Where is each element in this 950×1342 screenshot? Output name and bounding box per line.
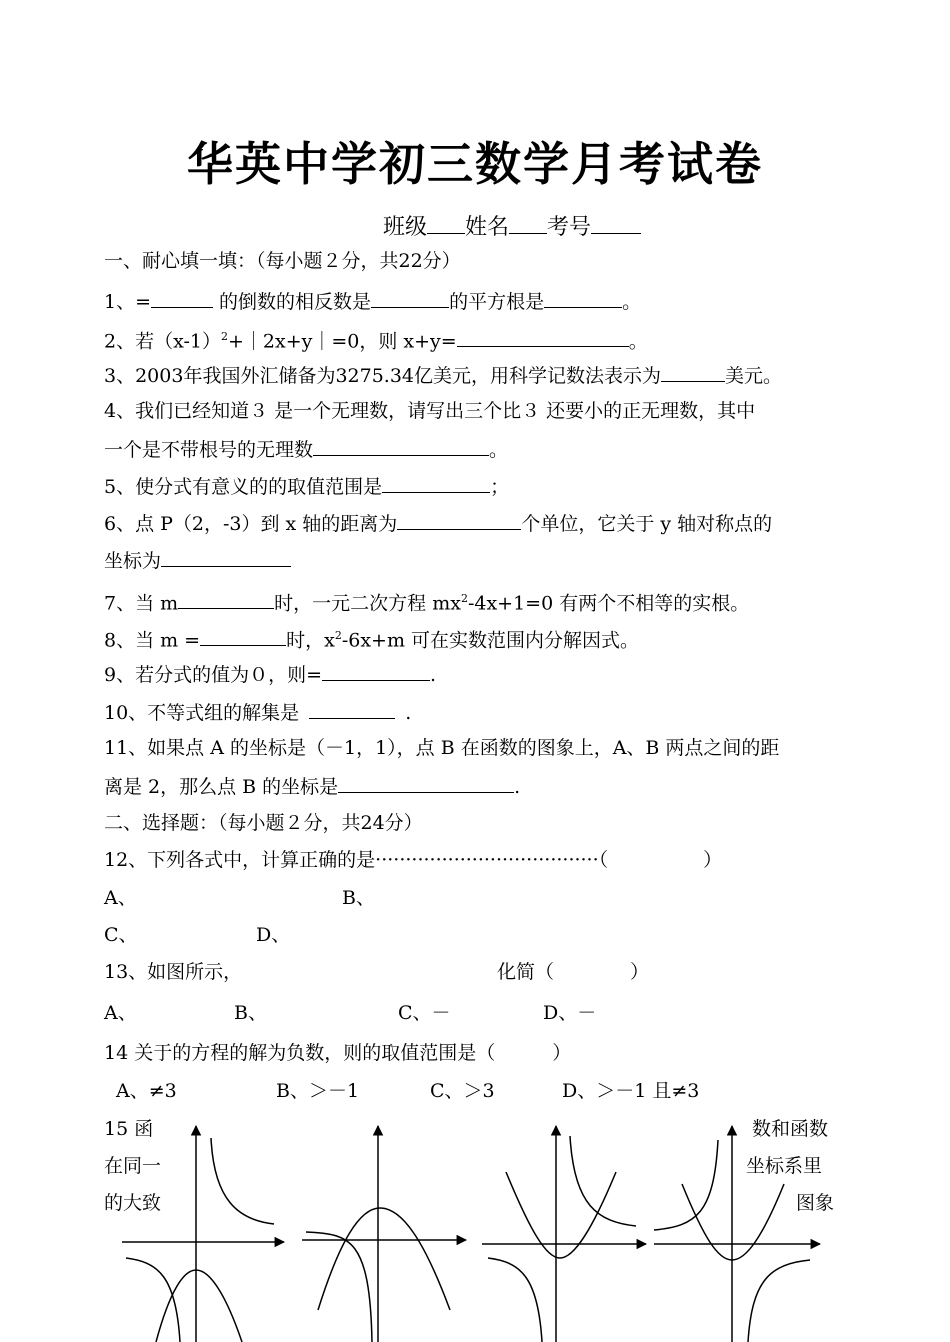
- question-8: [104, 623, 639, 653]
- question-6-line-1: [104, 509, 772, 537]
- q1-blank-3[interactable]: [544, 287, 622, 308]
- q8-exponent: 2: [334, 629, 342, 642]
- q6-text-line2: 坐标为: [104, 550, 162, 572]
- q2-exponent: 2: [220, 330, 228, 343]
- q1-text-d: 。: [622, 291, 642, 313]
- q10-text-a: 10、不等式组的解集是: [104, 702, 300, 724]
- q7-text-a: 7、当 m: [104, 592, 179, 615]
- question-11-line-1: 11、如果点 A 的坐标是（－1，1），点 B 在函数的图象上，A、B 两点之间的距: [104, 737, 780, 759]
- question-9: [104, 660, 436, 688]
- q7-blank[interactable]: [178, 588, 274, 609]
- name-blank[interactable]: [509, 211, 547, 234]
- question-15-right-1: 数和函数: [752, 1118, 829, 1140]
- q9-text-d: .: [430, 664, 437, 686]
- q11-text-d: .: [514, 776, 521, 798]
- q5-text-a: 5、使分式有意义的的取值范围是: [104, 476, 383, 498]
- q14-option-c[interactable]: C、＞3: [430, 1080, 495, 1102]
- hyperbola-branch-2: [748, 1260, 810, 1342]
- number-label: 考号: [547, 215, 592, 240]
- question-6-line-2: [104, 546, 291, 574]
- q9-text-a: 9、若分式的值为０，则=: [104, 664, 323, 686]
- question-4-line-1: 4、我们已经知道３ 是一个无理数，请写出三个比３ 还要小的正无理数，其中: [104, 400, 756, 422]
- question-15-line-3: 的大致: [104, 1192, 162, 1214]
- hyperbola-branch-1: [654, 1140, 718, 1230]
- student-info: [383, 210, 641, 241]
- q1-text-b: 的倒数的相反数是: [213, 291, 372, 313]
- q12-option-b[interactable]: B、: [342, 887, 375, 909]
- q3-text-d: 美元。: [725, 365, 783, 387]
- q8-text-b: 时，x: [286, 629, 335, 652]
- question-11-line-2: [104, 772, 520, 800]
- q15-graph-c: [480, 1120, 652, 1342]
- q1-text-a: 1、=: [104, 291, 152, 313]
- class-blank[interactable]: [427, 211, 465, 234]
- q1-blank-1[interactable]: [151, 287, 213, 308]
- q11-blank[interactable]: [338, 772, 514, 793]
- q8-blank[interactable]: [200, 625, 286, 646]
- q13-option-a[interactable]: A、: [104, 1002, 137, 1024]
- q14-option-a[interactable]: A、≠3: [116, 1080, 177, 1102]
- q8-text-a: 8、当 m =: [104, 629, 201, 652]
- question-12: 12、下列各式中，计算正确的是·····································（ ）: [104, 849, 723, 871]
- hyperbola-branch-1: [570, 1136, 636, 1226]
- parabola: [682, 1184, 784, 1260]
- number-blank[interactable]: [591, 211, 641, 234]
- q2-text-d: 。: [628, 330, 648, 353]
- q2-blank[interactable]: [457, 326, 629, 347]
- parabola: [318, 1208, 450, 1310]
- q2-text-a: 2、若（x-1）: [104, 330, 221, 353]
- parabola: [506, 1172, 616, 1258]
- question-3: [104, 361, 782, 389]
- q8-text-c: -6x+m 可在实数范围内分解因式。: [341, 629, 640, 652]
- question-13-simplify: 化简（ ）: [497, 961, 650, 983]
- q12-option-d[interactable]: D、: [256, 924, 291, 946]
- question-1: [104, 287, 641, 315]
- hyperbola-branch-1: [211, 1138, 274, 1224]
- parabola: [156, 1270, 242, 1342]
- hyperbola-branch-2: [488, 1258, 542, 1342]
- q10-blank[interactable]: [309, 698, 395, 719]
- q2-text-b: +｜2x+y｜=0，则 x+y=: [227, 330, 457, 353]
- q14-option-b[interactable]: B、＞－1: [276, 1080, 360, 1102]
- q5-blank[interactable]: [382, 472, 490, 493]
- q13-option-c[interactable]: C、－: [398, 1002, 451, 1024]
- question-4-line-2: [104, 435, 508, 463]
- question-15-line-1: 15 函: [104, 1118, 154, 1140]
- question-2: [104, 324, 648, 354]
- q3-text-a: 3、2003年我国外汇储备为3275.34亿美元，用科学记数法表示为: [104, 365, 662, 387]
- q4-text: 一个是不带根号的无理数: [104, 439, 314, 461]
- q6-blank-2[interactable]: [161, 546, 291, 567]
- q11-text: 离是 2，那么点 B 的坐标是: [104, 776, 339, 798]
- q15-graph-d: [652, 1120, 826, 1342]
- q7-text-c: -4x+1=0 有两个不相等的实根。: [467, 592, 750, 615]
- hyperbola-branch-2: [126, 1258, 180, 1342]
- section-1-heading: 一、耐心填一填：（每小题２分，共22分）: [104, 250, 461, 272]
- q6-text-a: 6、点 P（2，-3）到 x 轴的距离为: [104, 513, 398, 535]
- q7-exponent: 2: [460, 592, 468, 605]
- q6-text-b: 个单位，它关于 y 轴对称点的: [521, 513, 773, 535]
- question-14: 14 关于的方程的解为负数，则的取值范围是（ ）: [104, 1042, 572, 1064]
- question-13: 13、如图所示，: [104, 961, 243, 983]
- q4-text-d: 。: [489, 439, 509, 461]
- q7-text-b: 时，一元二次方程 mx: [274, 592, 461, 615]
- q13-option-d[interactable]: D、－: [543, 1002, 597, 1024]
- section-2-heading: 二、选择题：（每小题２分，共24分）: [104, 812, 423, 834]
- q12-option-a[interactable]: A、: [104, 887, 137, 909]
- page-title: 华英中学初三数学月考试卷: [187, 137, 763, 191]
- question-15-right-2: 坐标系里: [746, 1155, 823, 1177]
- question-15-line-2: 在同一: [104, 1155, 162, 1177]
- q4-blank[interactable]: [313, 435, 489, 456]
- question-5: [104, 472, 509, 500]
- q6-blank-1[interactable]: [397, 509, 521, 530]
- q5-text-d: ；: [490, 476, 510, 498]
- q9-blank[interactable]: [322, 660, 430, 681]
- q15-graph-a: [118, 1120, 298, 1342]
- question-15-right-3: 图象: [796, 1192, 835, 1214]
- q15-graph-b: [300, 1120, 470, 1342]
- q3-blank[interactable]: [661, 361, 725, 382]
- name-label: 姓名: [465, 215, 510, 240]
- q10-text-d: .: [405, 702, 412, 724]
- class-label: 班级: [383, 215, 428, 240]
- q1-blank-2[interactable]: [371, 287, 449, 308]
- question-7: [104, 586, 749, 616]
- question-10: [104, 698, 411, 726]
- q12-option-c[interactable]: C、: [104, 924, 138, 946]
- q13-option-b[interactable]: B、: [234, 1002, 267, 1024]
- hyperbola-branch: [306, 1232, 372, 1342]
- q1-text-c: 的平方根是: [449, 291, 545, 313]
- q14-option-d[interactable]: D、＞－1 且≠3: [562, 1080, 700, 1102]
